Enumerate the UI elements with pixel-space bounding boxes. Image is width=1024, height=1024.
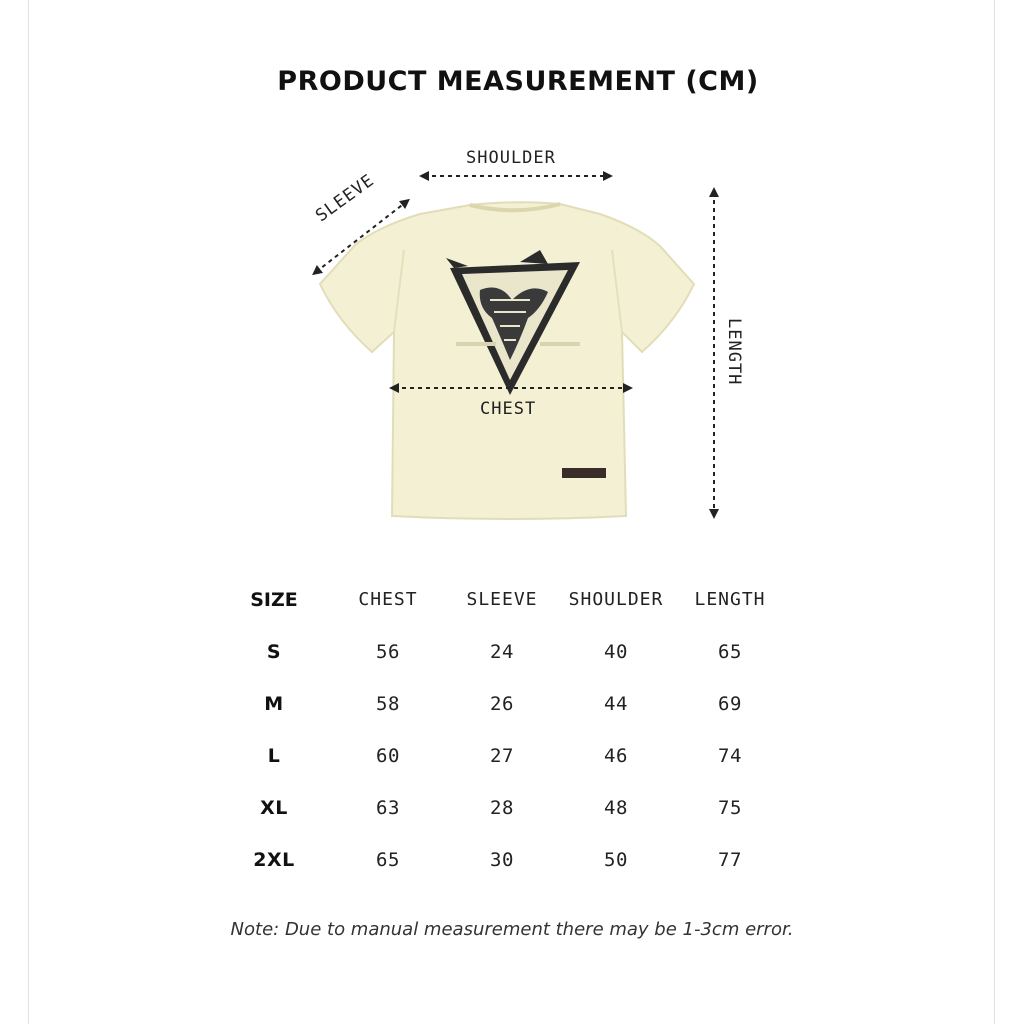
table-row: [230, 634, 800, 686]
chest-cell: 56: [376, 641, 400, 663]
sleeve-cell: 24: [490, 641, 514, 663]
header-size: SIZE: [250, 589, 298, 611]
header-chest: CHEST: [358, 589, 418, 610]
chest-cell: 60: [376, 745, 400, 767]
length-cell: 74: [718, 745, 742, 767]
shoulder-cell: 40: [604, 641, 628, 663]
table-row: [230, 738, 800, 790]
table-row: [230, 842, 800, 894]
size-cell: L: [267, 745, 281, 767]
header-sleeve: SLEEVE: [466, 589, 538, 610]
shoulder-cell: 46: [604, 745, 628, 767]
shoulder-cell: 44: [604, 693, 628, 715]
sleeve-cell: 26: [490, 693, 514, 715]
length-cell: 69: [718, 693, 742, 715]
table-row: [230, 790, 800, 842]
size-cell: M: [264, 693, 284, 715]
length-cell: 65: [718, 641, 742, 663]
header-length: LENGTH: [694, 589, 766, 610]
measurement-note: Note: Due to manual measurement there may be 1-3cm error.: [230, 919, 794, 940]
chest-cell: 63: [376, 797, 400, 819]
chest-cell: 65: [376, 849, 400, 871]
size-cell: S: [266, 641, 282, 663]
chest-cell: 58: [376, 693, 400, 715]
shoulder-label: SHOULDER: [466, 148, 556, 168]
sleeve-label: SLEEVE: [312, 170, 379, 227]
table-header-row: [230, 582, 800, 634]
shoulder-cell: 50: [604, 849, 628, 871]
size-cell: 2XL: [253, 849, 295, 871]
length-label: LENGTH: [724, 318, 744, 386]
sleeve-cell: 27: [490, 745, 514, 767]
size-table: [230, 582, 800, 894]
chest-label: CHEST: [480, 399, 537, 419]
header-shoulder: SHOULDER: [568, 589, 664, 610]
sleeve-cell: 28: [490, 797, 514, 819]
page-title: PRODUCT MEASUREMENT (CM): [277, 66, 759, 97]
table-row: [230, 686, 800, 738]
sleeve-cell: 30: [490, 849, 514, 871]
length-cell: 75: [718, 797, 742, 819]
woven-label: [562, 468, 606, 478]
size-cell: XL: [260, 797, 288, 819]
length-cell: 77: [718, 849, 742, 871]
shoulder-cell: 48: [604, 797, 628, 819]
